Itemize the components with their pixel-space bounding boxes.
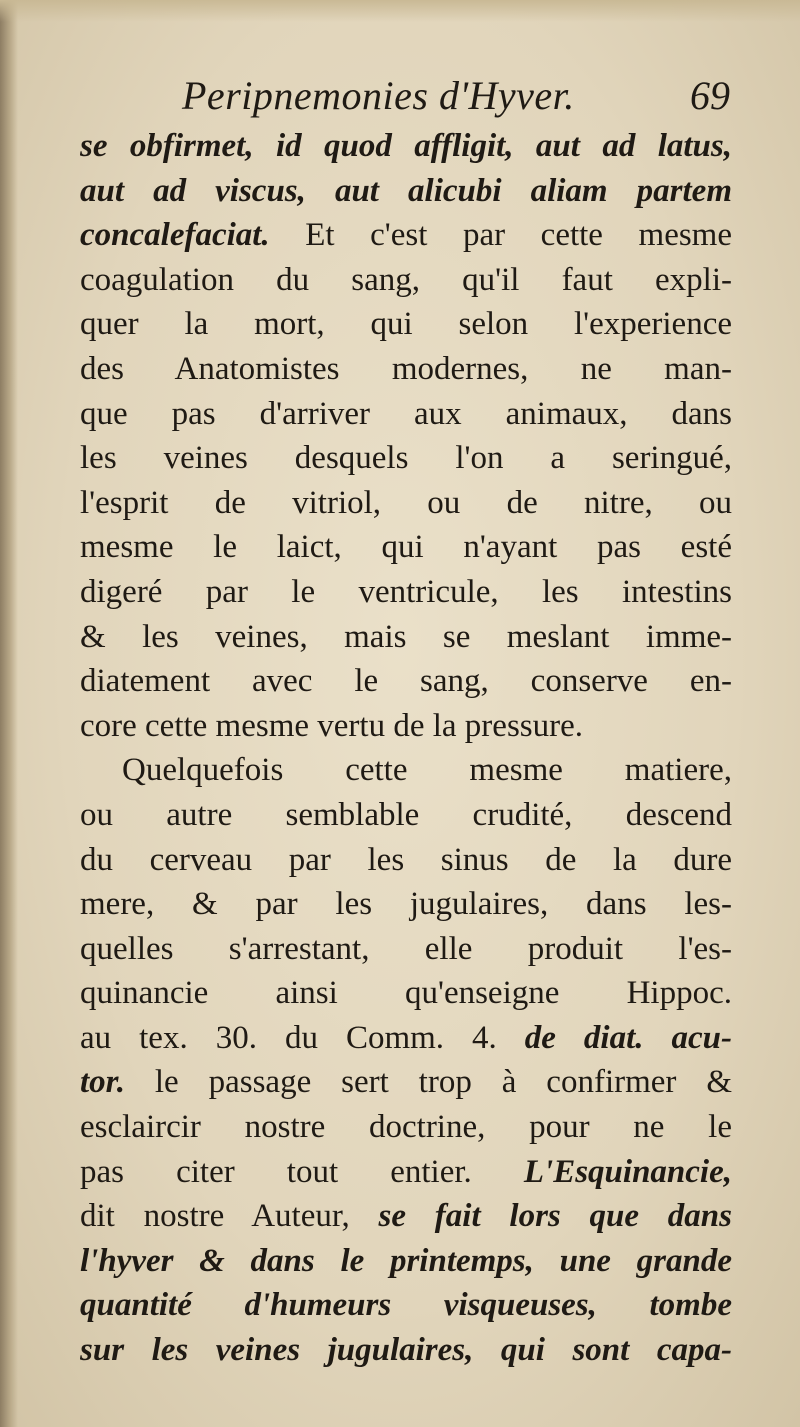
text-line (80, 525, 732, 570)
italic-segment: sur les veines jugulaires, qui sont capa- (80, 1332, 732, 1369)
text-line (80, 1060, 732, 1105)
roman-segment: les veines desquels l'on a seringué, (80, 440, 732, 477)
text-line (80, 838, 732, 883)
text-line (80, 347, 732, 392)
roman-segment: core cette mesme vertu de la pressure. (80, 707, 584, 744)
text-line (80, 748, 732, 793)
roman-segment: quinancie ainsi qu'enseigne Hippoc. (80, 975, 732, 1012)
text-line (80, 481, 732, 526)
page-number: 69 (690, 73, 730, 118)
roman-segment: esclaircir nostre doctrine, pour ne le (80, 1109, 732, 1146)
italic-segment: de diat. acu- (524, 1019, 732, 1056)
text-line (80, 1283, 732, 1328)
page-header (0, 72, 800, 124)
roman-segment: pas citer tout entier. (80, 1153, 524, 1190)
text-line (80, 927, 732, 972)
running-title: Peripnemonies d'Hyver. (182, 73, 575, 118)
roman-segment: l'esprit de vitriol, ou de nitre, ou (80, 484, 732, 521)
text-line (80, 392, 732, 437)
text-line (80, 570, 732, 615)
text-line (80, 971, 732, 1016)
roman-segment: & les veines, mais se meslant imme- (80, 618, 732, 655)
text-line (80, 436, 732, 481)
italic-segment: se obfirmet, id quod affligit, aut ad latus, (80, 128, 732, 164)
italic-segment: tor. (80, 1064, 125, 1101)
text-line (80, 213, 732, 258)
italic-segment: concalefaciat. (80, 217, 270, 254)
roman-segment: au tex. 30. du Comm. 4. (80, 1019, 525, 1056)
roman-segment: le passage sert trop à confirmer & (124, 1064, 732, 1101)
body-text (80, 124, 732, 1373)
text-line (80, 258, 732, 303)
roman-segment: digeré par le ventricule, les intestins (80, 573, 732, 610)
text-line (80, 302, 732, 347)
roman-segment: dit nostre Auteur, (80, 1198, 379, 1235)
text-line (80, 793, 732, 838)
roman-segment: coagulation du sang, qu'il faut expli- (80, 261, 732, 298)
roman-segment: quer la mort, qui selon l'experience (80, 306, 732, 343)
page-top-edge (0, 0, 800, 22)
page-spine-shadow (0, 0, 18, 1427)
text-line (80, 615, 732, 660)
roman-segment: des Anatomistes modernes, ne man- (80, 350, 732, 387)
text-line (80, 704, 732, 749)
text-line (80, 882, 732, 927)
roman-segment: du cerveau par les sinus de la dure (80, 841, 732, 878)
roman-segment: quelles s'arrestant, elle produit l'es- (80, 930, 732, 967)
roman-segment: ou autre semblable crudité, descend (80, 796, 732, 833)
italic-segment: se fait lors que dans (378, 1198, 732, 1235)
italic-segment: aut ad viscus, aut alicubi aliam partem (80, 172, 732, 209)
text-line (80, 1239, 732, 1284)
text-line (80, 1328, 732, 1373)
text-line (80, 124, 732, 169)
roman-segment: mesme le laict, qui n'ayant pas esté (80, 529, 732, 566)
text-line (80, 1105, 732, 1150)
roman-segment: Et c'est par cette mesme (269, 217, 732, 254)
italic-segment: l'hyver & dans le printemps, une grande (80, 1242, 732, 1279)
text-line (80, 169, 732, 214)
roman-segment: diatement avec le sang, conserve en- (80, 663, 732, 700)
text-line (80, 659, 732, 704)
text-line (80, 1194, 732, 1239)
text-line (80, 1016, 732, 1061)
roman-segment: que pas d'arriver aux animaux, dans (80, 395, 732, 432)
roman-segment: Quelquefois cette mesme matiere, (122, 752, 732, 789)
roman-segment: mere, & par les jugulaires, dans les- (80, 886, 732, 923)
italic-segment: quantité d'humeurs visqueuses, tombe (80, 1287, 732, 1324)
text-line (80, 1150, 732, 1195)
italic-segment: L'Esquinancie, (523, 1153, 732, 1190)
